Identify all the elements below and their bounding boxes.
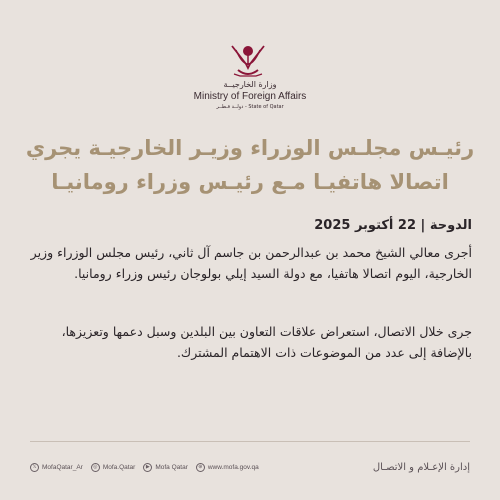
department-name: إدارة الإعـلام و الاتصـال [372, 461, 470, 473]
social-instagram-label: Mofa.Qatar [102, 463, 136, 471]
social-youtube-label: Mofa Qatar [155, 463, 188, 471]
social-instagram[interactable] [91, 463, 136, 472]
social-website-label: www.mofa.gov.qa [207, 463, 259, 471]
x-icon: 𝕏 [30, 463, 39, 472]
paragraph-2: جرى خلال الاتصال، استعراض علاقات التعاون بين البلدين وسبل دعمها وتعزيزها، بالإضافة إلى عدد من الموضوعات ذات الاهتمام المشترك. [61, 324, 472, 360]
youtube-icon: ▶ [143, 463, 152, 472]
dateline: الدوحة | 22 أكتوبر 2025 [314, 218, 472, 233]
social-youtube[interactable] [143, 463, 188, 472]
social-links [30, 463, 259, 472]
headline-line-2: اتصالا هاتفيـا مـع رئيـس وزراء رومانيـا [51, 170, 449, 194]
qatar-emblem-logo [224, 38, 272, 82]
headline-line-1: رئيـس مجلـس الوزراء وزيـر الخارجيـة يجري [25, 136, 475, 160]
globe-icon: ⊕ [196, 463, 205, 472]
ministry-name-arabic: وزارة الخارجيــة [223, 80, 277, 89]
social-x[interactable] [30, 463, 83, 472]
social-x-label: MofaQatar_Ar [42, 463, 83, 471]
paragraph-1: أجرى معالي الشيخ محمد بن عبدالرحمن بن جاسم آل ثاني، رئيس مجلس الوزراء وزير الخارجية، اليوم اتصالا هاتفيا، مع دولة السيد إيلي بولوجان رئيس وزراء رومانيا. [30, 245, 472, 281]
instagram-icon: ◎ [91, 463, 100, 472]
footer-divider [30, 441, 470, 442]
ministry-name-english: Ministry of Foreign Affairs [193, 91, 307, 102]
footer [30, 460, 470, 474]
state-of-qatar-label: State of Qatar - دولــة قـطــر [216, 104, 284, 110]
social-website[interactable] [196, 463, 259, 472]
